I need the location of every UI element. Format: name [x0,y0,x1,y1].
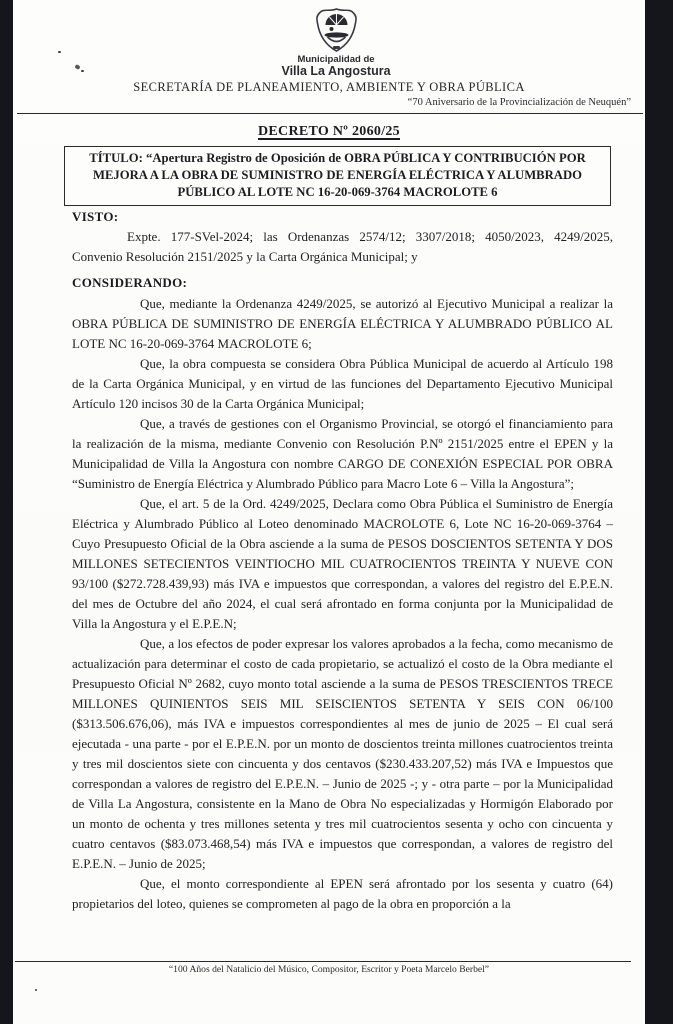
org-name-small: Municipalidad de [297,54,375,65]
org-name-large: Villa La Angostura [281,64,391,78]
municipal-crest-icon [314,6,358,54]
decree-number-heading: DECRETO Nº 2060/25 [257,124,400,139]
decree-paragraph: Que, el monto correspondiente al EPEN será afrontado por los sesenta y cuatro (64) propietarios del loteo, quienes se comprometen al pago de la obra en proporción a la [72,876,613,911]
scan-border-right [645,0,673,1024]
municipality-logo [281,6,390,78]
considerando-label: CONSIDERANDO: [72,275,188,290]
considerando-paragraphs [72,294,613,914]
header-divider-rule [17,113,643,114]
footer-divider-rule [15,961,631,962]
document-page [13,0,645,1024]
decree-paragraph: Que, mediante la Ordenanza 4249/2025, se autorizó al Ejecutivo Municipal a realizar la OBRA PÚBLICA DE SUMINISTRO DE ENERGÍA ELÉCTRICA Y ALUMBRADO PÚBLICO AL LOTE NC 16-20-069-3764 MACROLOTE 6; [72,296,613,351]
decree-paragraph: Que, el art. 5 de la Ord. 4249/2025, Declara como Obra Pública el Suministro de Energía Eléctrica y Alumbrado Público al Loteo denominado MACROLOTE 6, Lote NC 16-20-069-3764 – Cuyo Presupuesto Oficial de la Obra asciende a la suma de PESOS DOSCIENTOS SETENTA Y DOS MILLONES SETECIENTOS VEINTIOCHO MIL CUATROCIENTOS TREINTA Y NUEVE CON 93/100 ($272.728.439,93) más IVA e impuestos que correspondan, a valores del registro del E.P.E.N. del mes de Octubre del año 2024, el cual será afrontado en forma conjunta por la Municipalidad de Villa la Angostura y el E.P.E.N; [72,496,613,631]
decree-paragraph: Que, la obra compuesta se considera Obra Pública Municipal de acuerdo al Artículo 198 de la Carta Orgánica Municipal, y en virtud de las funciones del Departamento Ejecutivo Municipal Artículo 120 incisos 30 de la Carta Orgánica Municipal; [72,356,613,411]
decree-paragraph: Que, a los efectos de poder expresar los valores aprobados a la fecha, como mecanismo de actualización para determinar el costo de cada propietario, se actualizó el costo de la Obra mediante el Presupuesto Oficial Nº 2682, cuyo monto total asciende a la suma de PESOS TRESCIENTOS TRECE MILLONES QUINIENTOS SEIS MIL SEISCIENTOS SETENTA Y SEIS CON 06/100 ($313.506.676,06), más IVA e impuestos correspondientes al mes de junio de 2025 – El cual será ejecutada - una parte - por el E.P.E.N. por un monto de doscientos treinta millones cuatrocientos treinta y tres mil doscientos siete con cincuenta y dos centavos ($230.433.207,52) más IVA e Impuestos que correspondan a valores de registro del E.P.E.N. – Junio de 2025 -; y - otra parte – por la Municipalidad de Villa La Angostura, consistente en la Mano de Obra No especializadas y Hormigón Elaborado por un monto de ochenta y tres millones setenta y tres mil cuatrocientos sesenta y ocho con cincuenta y cuatro centavos ($83.073.468,54) más IVA e impuestos que correspondan, a valores de registro del E.P.E.N. – Junio de 2025; [72,636,613,871]
decree-title-box: TÍTULO: “Apertura Registro de Oposición de OBRA PÚBLICA Y CONTRIBUCIÓN POR MEJORA A LA OBRA DE SUMINISTRO DE ENERGÍA ELÉCTRICA Y ALUMBRADO PÚBLICO AL LOTE NC 16-20-069-3764 MACROLOTE 6 [64,146,611,206]
visto-text: Expte. 177-SVel-2024; las Ordenanzas 2574/12; 3307/2018; 4050/2023, 4249/2025, Convenio Resolución 2151/2025 y la Carta Orgánica Municipal; y [72,229,613,264]
scan-border-left [0,0,13,1024]
visto-label: VISTO: [72,209,119,224]
decree-paragraph: Que, a través de gestiones con el Organismo Provincial, se otorgó el financiamiento para la realización de la misma, mediante Convenio con Resolución P.Nº 2151/2025 entre el EPEN y la Municipalidad de Villa la Angostura con nombre CARGO DE CONEXIÓN ESPECIAL POR OBRA “Suministro de Energía Eléctrica y Alumbrado Público para Macro Lote 6 – Villa la Angostura”; [72,416,613,491]
footer-motto: “100 Años del Natalicio del Músico, Compositor, Escritor y Poeta Marcelo Berbel” [168,964,490,975]
ink-speck [35,989,37,991]
decree-body [72,207,613,914]
ink-speck [74,64,80,70]
ink-speck [58,51,61,53]
ink-speck [81,70,84,72]
anniversary-motto: “70 Aniversario de la Provincialización de Neuquén” [407,97,631,108]
secretariat-title: SECRETARÍA DE PLANEAMIENTO, AMBIENTE Y OBRA PÚBLICA [133,80,525,94]
